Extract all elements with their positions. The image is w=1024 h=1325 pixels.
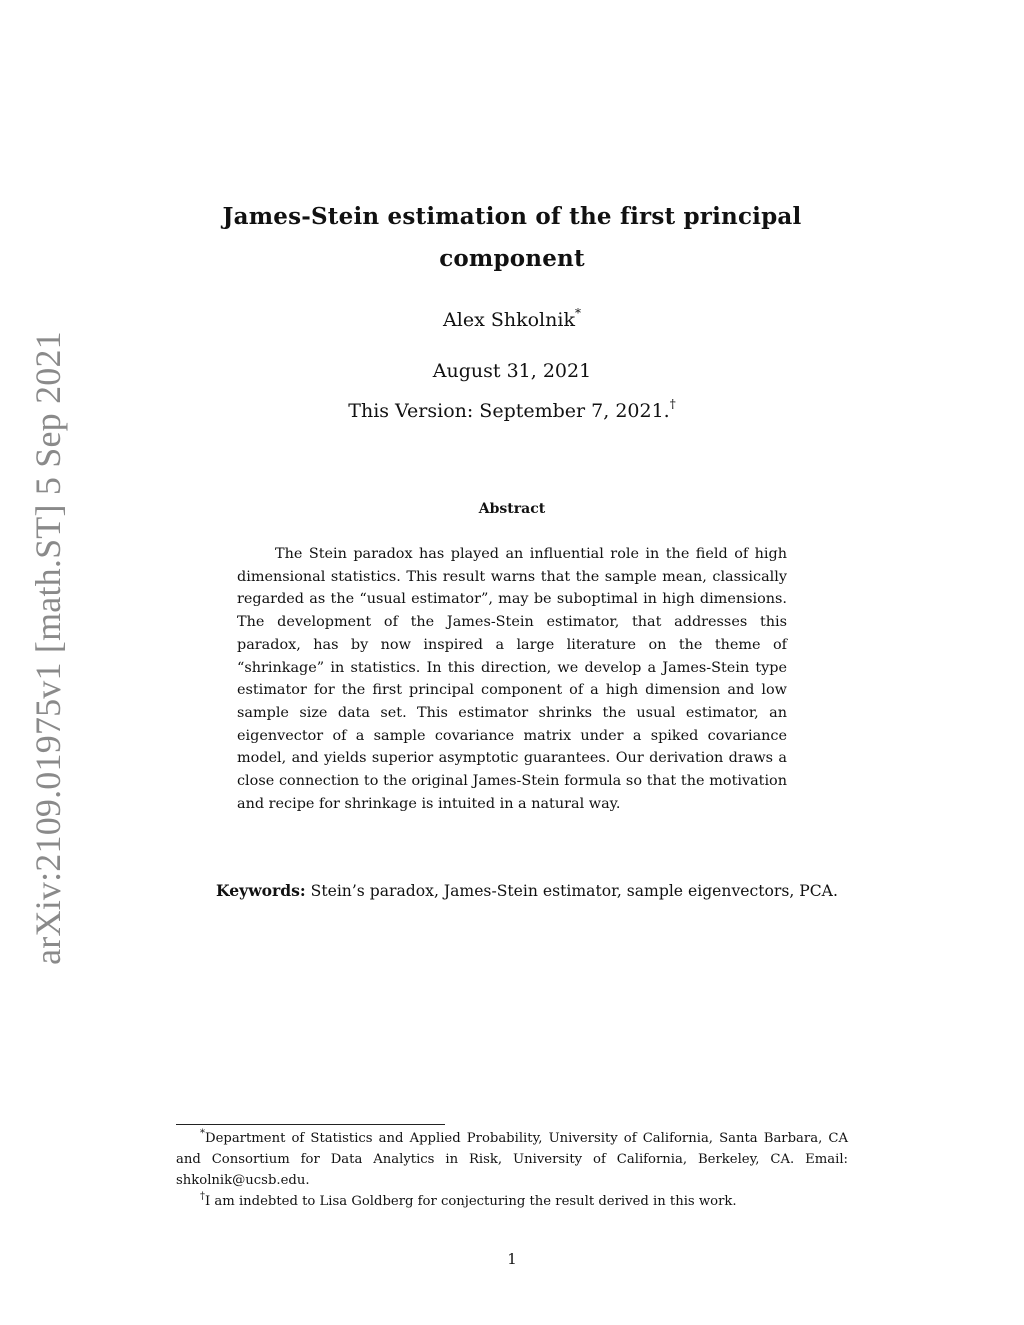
author-name: Alex Shkolnik	[443, 309, 575, 331]
version-text: This Version: September 7, 2021.	[348, 400, 670, 422]
footnote-mark: †	[200, 1191, 205, 1202]
footnote-affiliation	[176, 1128, 848, 1191]
version-footnote-mark: †	[669, 397, 676, 411]
footnote-text: Department of Statistics and Applied Probability, University of California, Santa Barbara, CA and Consortium for Data Analytics in Risk, University of California, Berkeley, CA. Email: shkolnik@ucsb.edu.	[176, 1131, 848, 1188]
author-footnote-mark: *	[574, 306, 581, 320]
author-line	[175, 306, 849, 334]
abstract-heading: Abstract	[478, 501, 546, 517]
paper-title: James-Stein estimation of the first principal component	[222, 203, 802, 272]
footnote-rule	[176, 1124, 445, 1125]
footnote-mark: *	[200, 1128, 205, 1139]
paper-date: August 31, 2021	[432, 360, 592, 382]
footnote-acknowledgement	[176, 1191, 848, 1212]
footnote-text: I am indebted to Lisa Goldberg for conjecturing the result derived in this work.	[205, 1194, 737, 1209]
page-number: 1	[507, 1250, 517, 1268]
version-line	[175, 397, 849, 425]
keywords-paragraph	[176, 878, 848, 904]
footnotes	[176, 1128, 848, 1212]
abstract-body: The Stein paradox has played an influential role in the field of high dimensional statistics. This result warns that the sample mean, classically regarded as the “usual estimator”, may be suboptimal in high dimensions. The development of the James-Stein estimator, that addresses this paradox, has by now inspired a large literature on the theme of “shrinkage” in statistics. In this direction, we develop a James-Stein type estimator for the first principal component of a high dimension and low sample size data set. This estimator shrinks the usual estimator, an eigenvector of a sample covariance matrix under a spiked covariance model, and yields superior asymptotic guarantees. Our derivation draws a close connection to the original James-Stein formula so that the motivation and recipe for shrinkage is intuited in a natural way.	[237, 546, 787, 812]
keywords-label: Keywords:	[216, 881, 306, 900]
arxiv-identifier-stamp: arXiv:2109.01975v1 [math.ST] 5 Sep 2021	[28, 331, 68, 965]
keywords-text: Stein’s paradox, James-Stein estimator, sample eigenvectors, PCA.	[310, 882, 838, 900]
